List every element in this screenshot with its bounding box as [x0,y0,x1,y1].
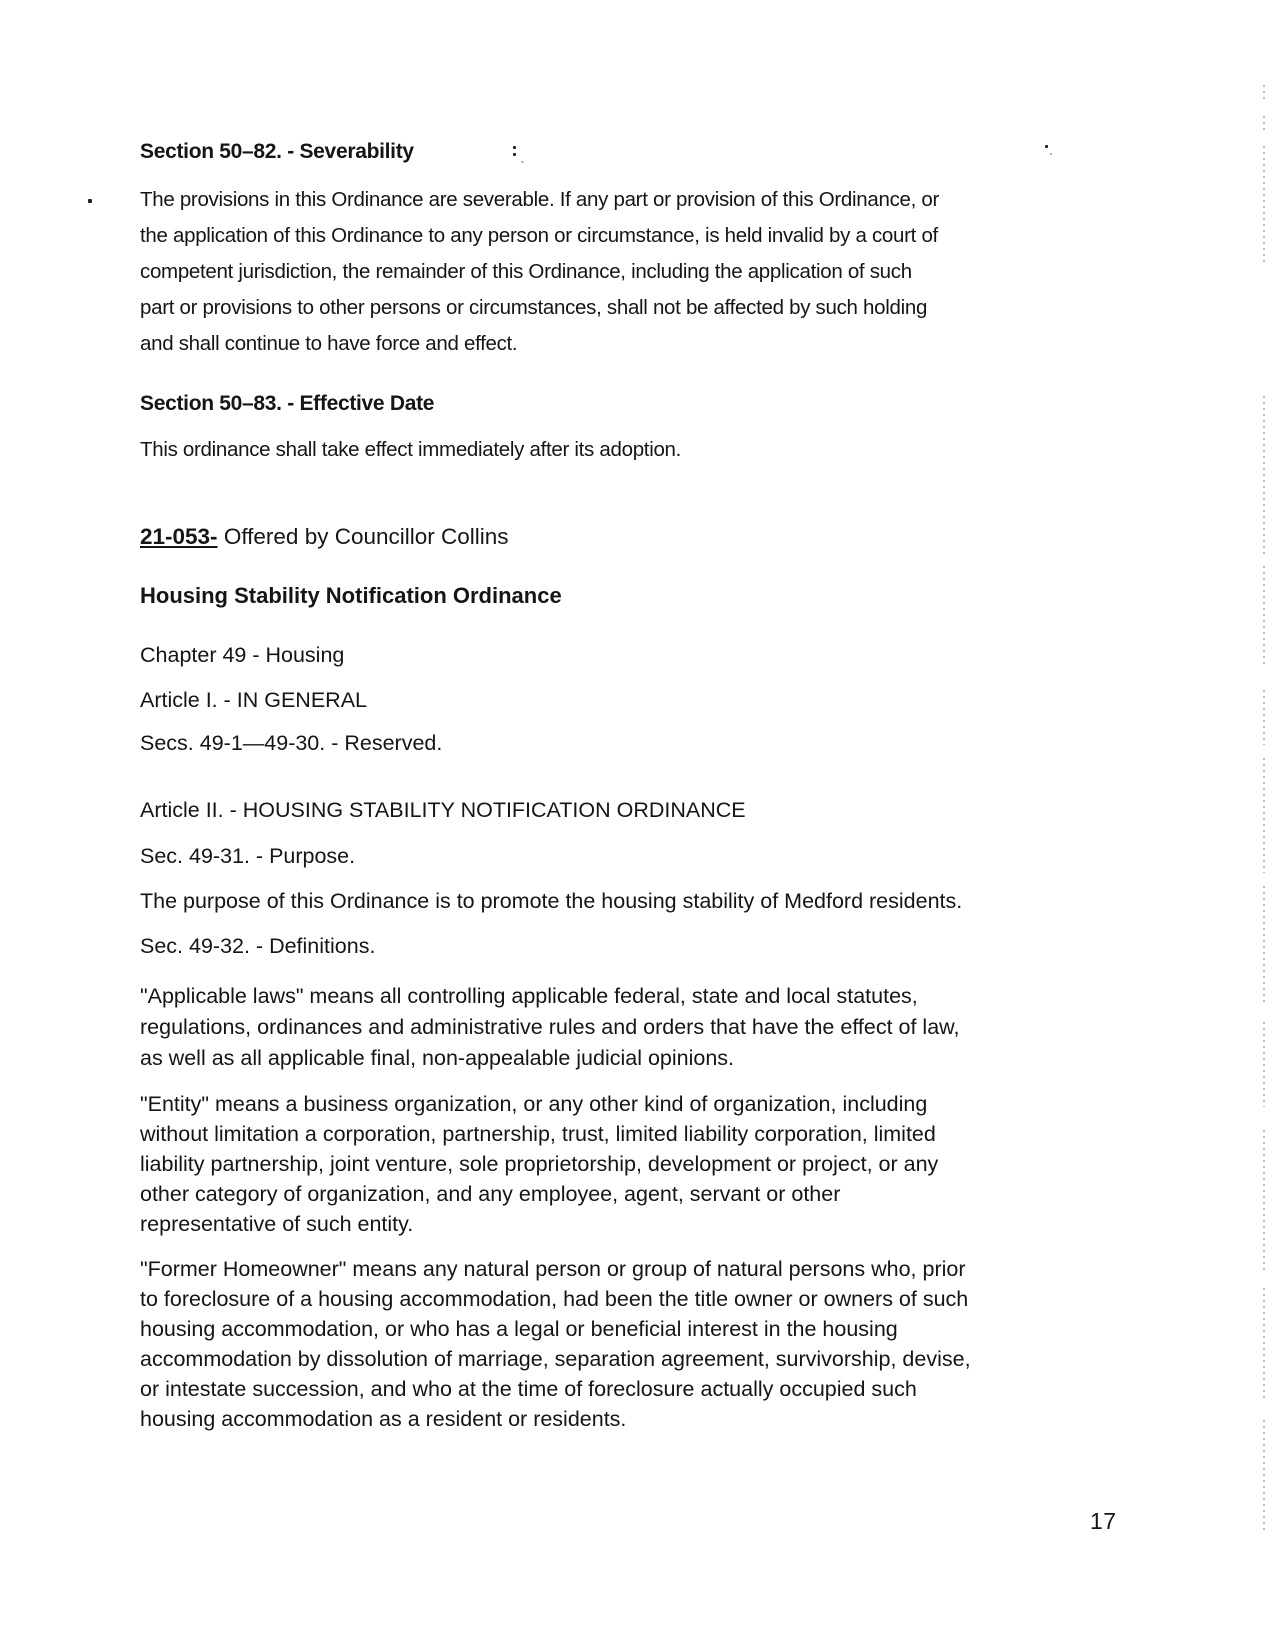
scan-speck [1050,153,1052,155]
paragraph-line: The provisions in this Ordinance are severable. If any part or provision of this Ordinance, or [140,188,940,211]
council-item-number: 21-053- [140,524,218,549]
paragraph-line: to foreclosure of a housing accommodation, had been the title owner or owners of such [140,1287,969,1311]
scan-speck [1045,145,1048,148]
paragraph-line: other category of organization, and any employee, agent, servant or other [140,1182,841,1206]
scan-dotted-edge [1263,116,1265,134]
paragraph-line: liability partnership, joint venture, sole proprietorship, development or project, or any [140,1152,939,1176]
entity-paragraph [140,1089,938,1239]
scan-dotted-edge [1263,1420,1265,1530]
section-heading-50-83: Section 50–83. - Effective Date [140,392,435,415]
paragraph-line: "Applicable laws" means all controlling applicable federal, state and local statutes, [140,984,918,1008]
scan-speck [88,199,92,203]
scan-dotted-edge [1263,690,1265,745]
council-item-offered-by: Offered by Councillor Collins [217,524,509,549]
paragraph-line: housing accommodation as a resident or residents. [140,1407,627,1431]
applicable-laws-paragraph [140,981,959,1074]
scan-dotted-edge [1263,886,1265,1006]
scan-dotted-edge [1263,1022,1265,1107]
paragraph-line: competent jurisdiction, the remainder of this Ordinance, including the application of such [140,260,912,283]
paragraph-line: without limitation a corporation, partnership, trust, limited liability corporation, limited [140,1122,936,1146]
paragraph-line: "Former Homeowner" means any natural person or group of natural persons who, prior [140,1257,966,1281]
scan-speck [513,153,516,156]
sec-49-32-heading: Sec. 49-32. - Definitions. [140,934,376,958]
scan-speck [521,161,524,163]
paragraph-line: or intestate succession, and who at the time of foreclosure actually occupied such [140,1377,917,1401]
scan-speck [513,146,516,149]
scan-dotted-edge [1263,1130,1265,1270]
paragraph-line: representative of such entity. [140,1212,414,1236]
scan-dotted-edge [1263,85,1265,103]
paragraph-line: and shall continue to have force and effect. [140,332,518,355]
sec-49-31-heading: Sec. 49-31. - Purpose. [140,844,356,868]
scan-dotted-edge [1263,758,1265,873]
paragraph-line: "Entity" means a business organization, or any other kind of organization, including [140,1092,928,1116]
severability-paragraph [140,182,939,362]
paragraph-line: the application of this Ordinance to any person or circumstance, is held invalid by a court of [140,224,938,247]
scan-dotted-edge [1263,396,1265,554]
secs-reserved-line: Secs. 49-1—49-30. - Reserved. [140,731,443,755]
ordinance-title: Housing Stability Notification Ordinance [140,583,562,608]
effective-date-text: This ordinance shall take effect immediately after its adoption. [140,438,682,461]
paragraph-line: accommodation by dissolution of marriage, separation agreement, survivorship, devise, [140,1347,971,1371]
former-homeowner-paragraph [140,1254,971,1434]
scan-dotted-edge [1263,1288,1265,1398]
paragraph-line: as well as all applicable final, non-appealable judicial opinions. [140,1046,735,1070]
paragraph-line: part or provisions to other persons or circumstances, shall not be affected by such holding [140,296,928,319]
article-1-line: Article I. - IN GENERAL [140,688,367,712]
paragraph-line: housing accommodation, or who has a legal or beneficial interest in the housing [140,1317,898,1341]
council-item-line [140,524,509,550]
page-number: 17 [1090,1508,1117,1534]
purpose-text: The purpose of this Ordinance is to promote the housing stability of Medford residents. [140,889,963,913]
chapter-line: Chapter 49 - Housing [140,643,345,667]
article-2-line: Article II. - HOUSING STABILITY NOTIFICATION ORDINANCE [140,798,746,822]
scan-dotted-edge [1263,146,1265,266]
paragraph-line: regulations, ordinances and administrative rules and orders that have the effect of law, [140,1015,960,1039]
section-heading-50-82: Section 50–82. - Severability [140,140,414,163]
scan-dotted-edge [1263,566,1265,666]
